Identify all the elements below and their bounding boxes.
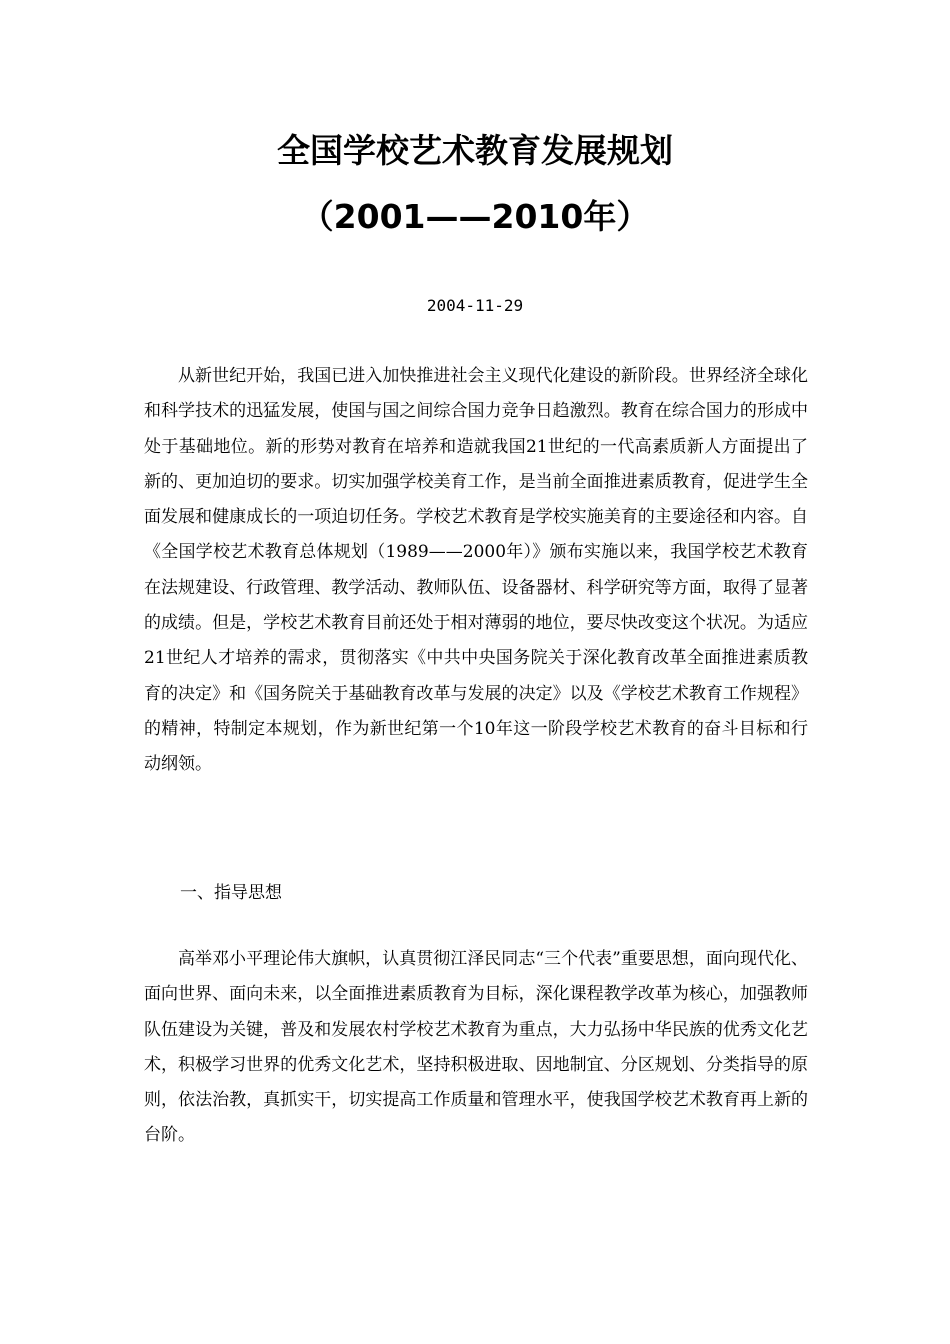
section-heading: 一、指导思想	[180, 883, 282, 903]
document-title: 全国学校艺术教育发展规划	[277, 131, 673, 170]
intro-paragraph: 从新世纪开始，我国已进入加快推进社会主义现代化建设的新阶段。世界经济全球化和科学技术的迅猛发展，使国与国之间综合国力竞争日趋激烈。教育在综合国力的形成中处于基础地位。新的形势对教育在培养和造就我国21世纪的一代高素质新人方面提出了新的、更加迫切的要求。切实加强学校美育工作，是当前全面推进素质教育，促进学生全面发展和健康成长的一项迫切任务。学校艺术教育是学校实施美育的主要途径和内容。自《全国学校艺术教育总体规划（1989——2000年）》颁布实施以来，我国学校艺术教育在法规建设、行政管理、教学活动、教师队伍、设备器材、科学研究等方面，取得了显著的成绩。但是，学校艺术教育目前还处于相对薄弱的地位，要尽快改变这个状况。为适应21世纪人才培养的需求，贯彻落实《中共中央国务院关于深化教育改革全面推进素质教育的决定》和《国务院关于基础教育改革与发展的决定》以及《学校艺术教育工作规程》的精神，特制定本规划，作为新世纪第一个10年这一阶段学校艺术教育的奋斗目标和行动纲领。	[144, 366, 808, 775]
document-subtitle: （2001——2010年）	[300, 197, 650, 236]
publish-date: 2004-11-29	[426, 296, 524, 315]
guiding-thought-paragraph: 高举邓小平理论伟大旗帜，认真贯彻江泽民同志“三个代表”重要思想，面向现代化、面向世界、面向未来，以全面推进素质教育为目标，深化课程教学改革为核心，加强教师队伍建设为关键，普及和发展农村学校艺术教育为重点，大力弘扬中华民族的优秀文化艺术，积极学习世界的优秀文化艺术，坚持积极进取、因地制宜、分区规划、分类指导的原则，依法治教，真抓实干，切实提高工作质量和管理水平，使我国学校艺术教育再上新的台阶。	[144, 949, 808, 1146]
